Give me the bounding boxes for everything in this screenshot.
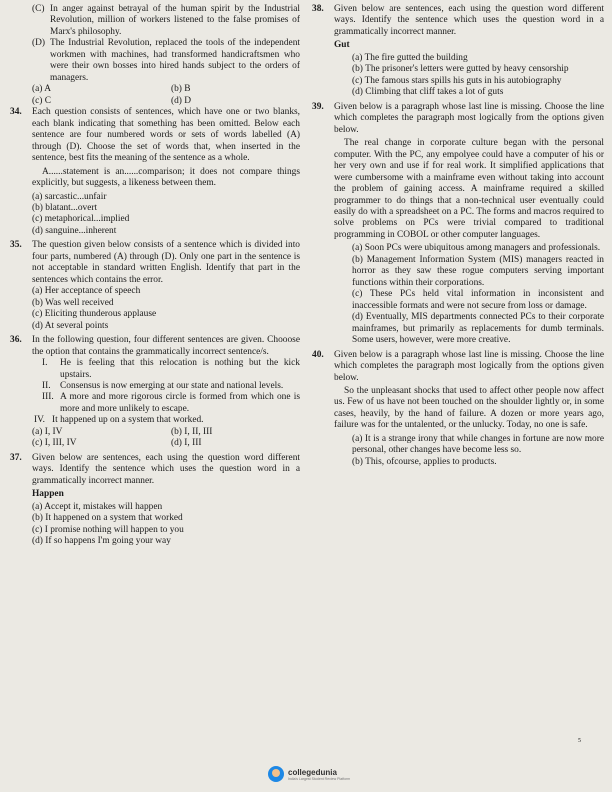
statement-label: II. bbox=[42, 381, 51, 391]
option-d: (d) Eventually, MIS departments connected PCs to their corporate mainframes, but primarily as replacements for dumb terminals. Some users, however, were more creative. bbox=[352, 312, 604, 346]
question-sentence: A......statement is an......comparison; it does not compare things explicitly, but suggests, a likeness between them. bbox=[32, 166, 300, 189]
question-37 bbox=[10, 453, 300, 548]
choice: (a) I, IV bbox=[32, 426, 63, 437]
question-stem: Given below are sentences, each using the question word different ways. Identify the sentence which uses the question word in a grammatically incorrect manner. bbox=[334, 4, 604, 37]
statement-4 bbox=[32, 415, 300, 426]
left-column bbox=[10, 4, 300, 551]
choice: (a) A bbox=[32, 84, 52, 95]
question-stem: Given below are sentences, each using the question word different ways. Identify the sentence which uses the question word in a grammatically incorrect manner. bbox=[32, 452, 300, 486]
q33-option-c bbox=[32, 4, 300, 38]
option-d: (d) Climbing that cliff takes a lot of guts bbox=[352, 87, 504, 98]
q33-tail bbox=[10, 4, 300, 84]
question-35 bbox=[10, 240, 300, 332]
question-stem: Given below is a paragraph whose last line is missing. Choose the line which completes the paragraph most logically from the options given below. bbox=[334, 349, 604, 383]
option-a: (a) Her acceptance of speech bbox=[32, 286, 141, 297]
passage: The real change in corporate culture began with the personal computer. With the PC, any empolyee could have a computer of his or her very own and use if for real work. It simplified applications that were cumbersome with a mainframe even without taking into account the problem of gaining access. A mainframe required a skilled programmer to do things that a non-technical user eventually could easily do with a spreadsheet on a PC. The forms and macros required to solve problems on PCs were trivial compared to traditional programming in COBOL or other computer languages. bbox=[334, 138, 604, 240]
mascot-icon bbox=[268, 766, 284, 782]
question-34 bbox=[10, 107, 300, 237]
question-39 bbox=[312, 102, 604, 347]
statement-1 bbox=[32, 358, 300, 381]
option-b: (b) The prisoner's letters were gutted by heavy censorship bbox=[352, 64, 569, 75]
question-stem: In the following question, four different sentences are given. Chooose the option that contains the grammatically incorrect sentence/s. bbox=[32, 335, 300, 357]
option-a: (a) It is a strange irony that while changes in fortune are now more personal, other changes have become less so. bbox=[352, 433, 604, 456]
question-number: 37. bbox=[10, 452, 22, 463]
option-d: (d) At several points bbox=[32, 320, 109, 331]
q36-choices bbox=[32, 427, 300, 450]
question-stem: The question given below consists of a sentence which is divided into four parts, numbered (A) through (D). Only one part in the sentence is not acceptable in standard written English. Identify that part in the sentences which contains the error. bbox=[32, 240, 300, 285]
statement-label: IV. bbox=[34, 415, 46, 426]
option-b: (b) blatant...overt bbox=[32, 202, 98, 213]
option-label: (D) bbox=[32, 38, 46, 49]
choice: (b) B bbox=[171, 84, 191, 95]
footer-logo bbox=[268, 766, 350, 782]
page-number: 5 bbox=[578, 738, 581, 744]
brand-tagline: India's Largest Student Review Platform bbox=[288, 776, 351, 781]
option-a: (a) Accept it, mistakes will happen bbox=[32, 501, 163, 512]
option-d: (d) If so happens I'm going your way bbox=[32, 536, 171, 547]
option-d: (d) sanguine...inherent bbox=[32, 225, 117, 236]
option-c: (c) metaphorical...implied bbox=[32, 214, 130, 225]
statement-text: A more and more rigorous circle is formed from which one is more and more unlikely to escape. bbox=[60, 392, 300, 414]
brand-name: collegedunia bbox=[288, 767, 337, 777]
option-b: (b) It happened on a system that worked bbox=[32, 513, 183, 524]
statement-3 bbox=[32, 392, 300, 415]
statement-text: It happened up on a system that worked. bbox=[52, 415, 204, 426]
option-c: (c) Eliciting thunderous applause bbox=[32, 309, 157, 320]
option-text: In anger against betrayal of the human spirit by the Industrial Revolution, million of workers listened to the false promises of Marx's philosophy. bbox=[50, 4, 300, 37]
choice: (b) I, II, III bbox=[171, 426, 213, 437]
question-36 bbox=[10, 335, 300, 450]
q33-choices bbox=[10, 84, 300, 107]
statement-label: III. bbox=[42, 392, 54, 403]
option-label: (C) bbox=[32, 4, 45, 14]
question-number: 38. bbox=[312, 4, 324, 14]
question-word: Gut bbox=[334, 40, 350, 51]
question-stem: Given below is a paragraph whose last line is missing. Choose the line which completes the paragraph most logically from the options given below. bbox=[334, 101, 604, 135]
question-number: 36. bbox=[10, 335, 22, 346]
option-c: (c) The famous stars spills his guts in his autobiography bbox=[352, 75, 562, 86]
option-b: (b) Was well received bbox=[32, 297, 114, 308]
question-number: 34. bbox=[10, 107, 22, 118]
statement-text: Consensus is now emerging at our state and national levels. bbox=[60, 381, 284, 391]
option-b: (b) This, ofcourse, applies to products. bbox=[352, 456, 497, 467]
question-number: 40. bbox=[312, 349, 324, 360]
question-40 bbox=[312, 350, 604, 469]
choice: (d) I, III bbox=[171, 438, 202, 449]
statement-text: He is feeling that this relocation is nothing but the kick upstairs. bbox=[60, 358, 300, 380]
option-text: The Industrial Revolution, replaced the tools of the independent workmen with machines, had transformed handicraftsmen who were their own bosses into hired hands subject to the orders of managers. bbox=[50, 38, 300, 83]
choice: (d) D bbox=[171, 95, 192, 106]
statement-label: I. bbox=[42, 358, 48, 369]
option-c: (c) I promise nothing will happen to you bbox=[32, 524, 184, 535]
question-word: Happen bbox=[32, 489, 64, 500]
choice: (c) I, III, IV bbox=[32, 438, 77, 449]
option-a: (a) sarcastic...unfair bbox=[32, 191, 107, 202]
option-b: (b) Management Information System (MIS) managers reacted in horror as they saw these rogue computers serving important functions within their corporations. bbox=[352, 254, 604, 288]
question-38 bbox=[312, 4, 604, 99]
option-a: (a) The fire gutted the building bbox=[352, 52, 468, 63]
statement-2 bbox=[32, 381, 300, 392]
passage: So the unpleasant shocks that used to affect other people now affect us. Few of us have not been touched on the shoulder lightly or, in some cases, heavily, by the hand of failure. A dozen or more years ago, failure was for the untalented, or the unlucky. Today, no one is safe. bbox=[334, 386, 604, 431]
question-stem: Each question consists of sentences, which have one or two blanks, each blank indicating that something has been omitted. Below each sentence are four numbered words or sets of words labelled (A) through (D). Choose the set of words that, when inserted in the sentence, best fits the meaning of the sentence as a whole. bbox=[32, 107, 300, 164]
question-number: 39. bbox=[312, 101, 324, 112]
question-number: 35. bbox=[10, 240, 22, 251]
right-column bbox=[312, 4, 604, 471]
option-c: (c) These PCs held vital information in inconsistent and inaccessible formats and were not secure from loss or damage. bbox=[352, 289, 604, 311]
brand-block bbox=[288, 768, 350, 781]
choice: (c) C bbox=[32, 95, 52, 106]
option-a: (a) Soon PCs were ubiquitous among managers and professionals. bbox=[352, 243, 601, 254]
q33-option-d bbox=[32, 38, 300, 84]
